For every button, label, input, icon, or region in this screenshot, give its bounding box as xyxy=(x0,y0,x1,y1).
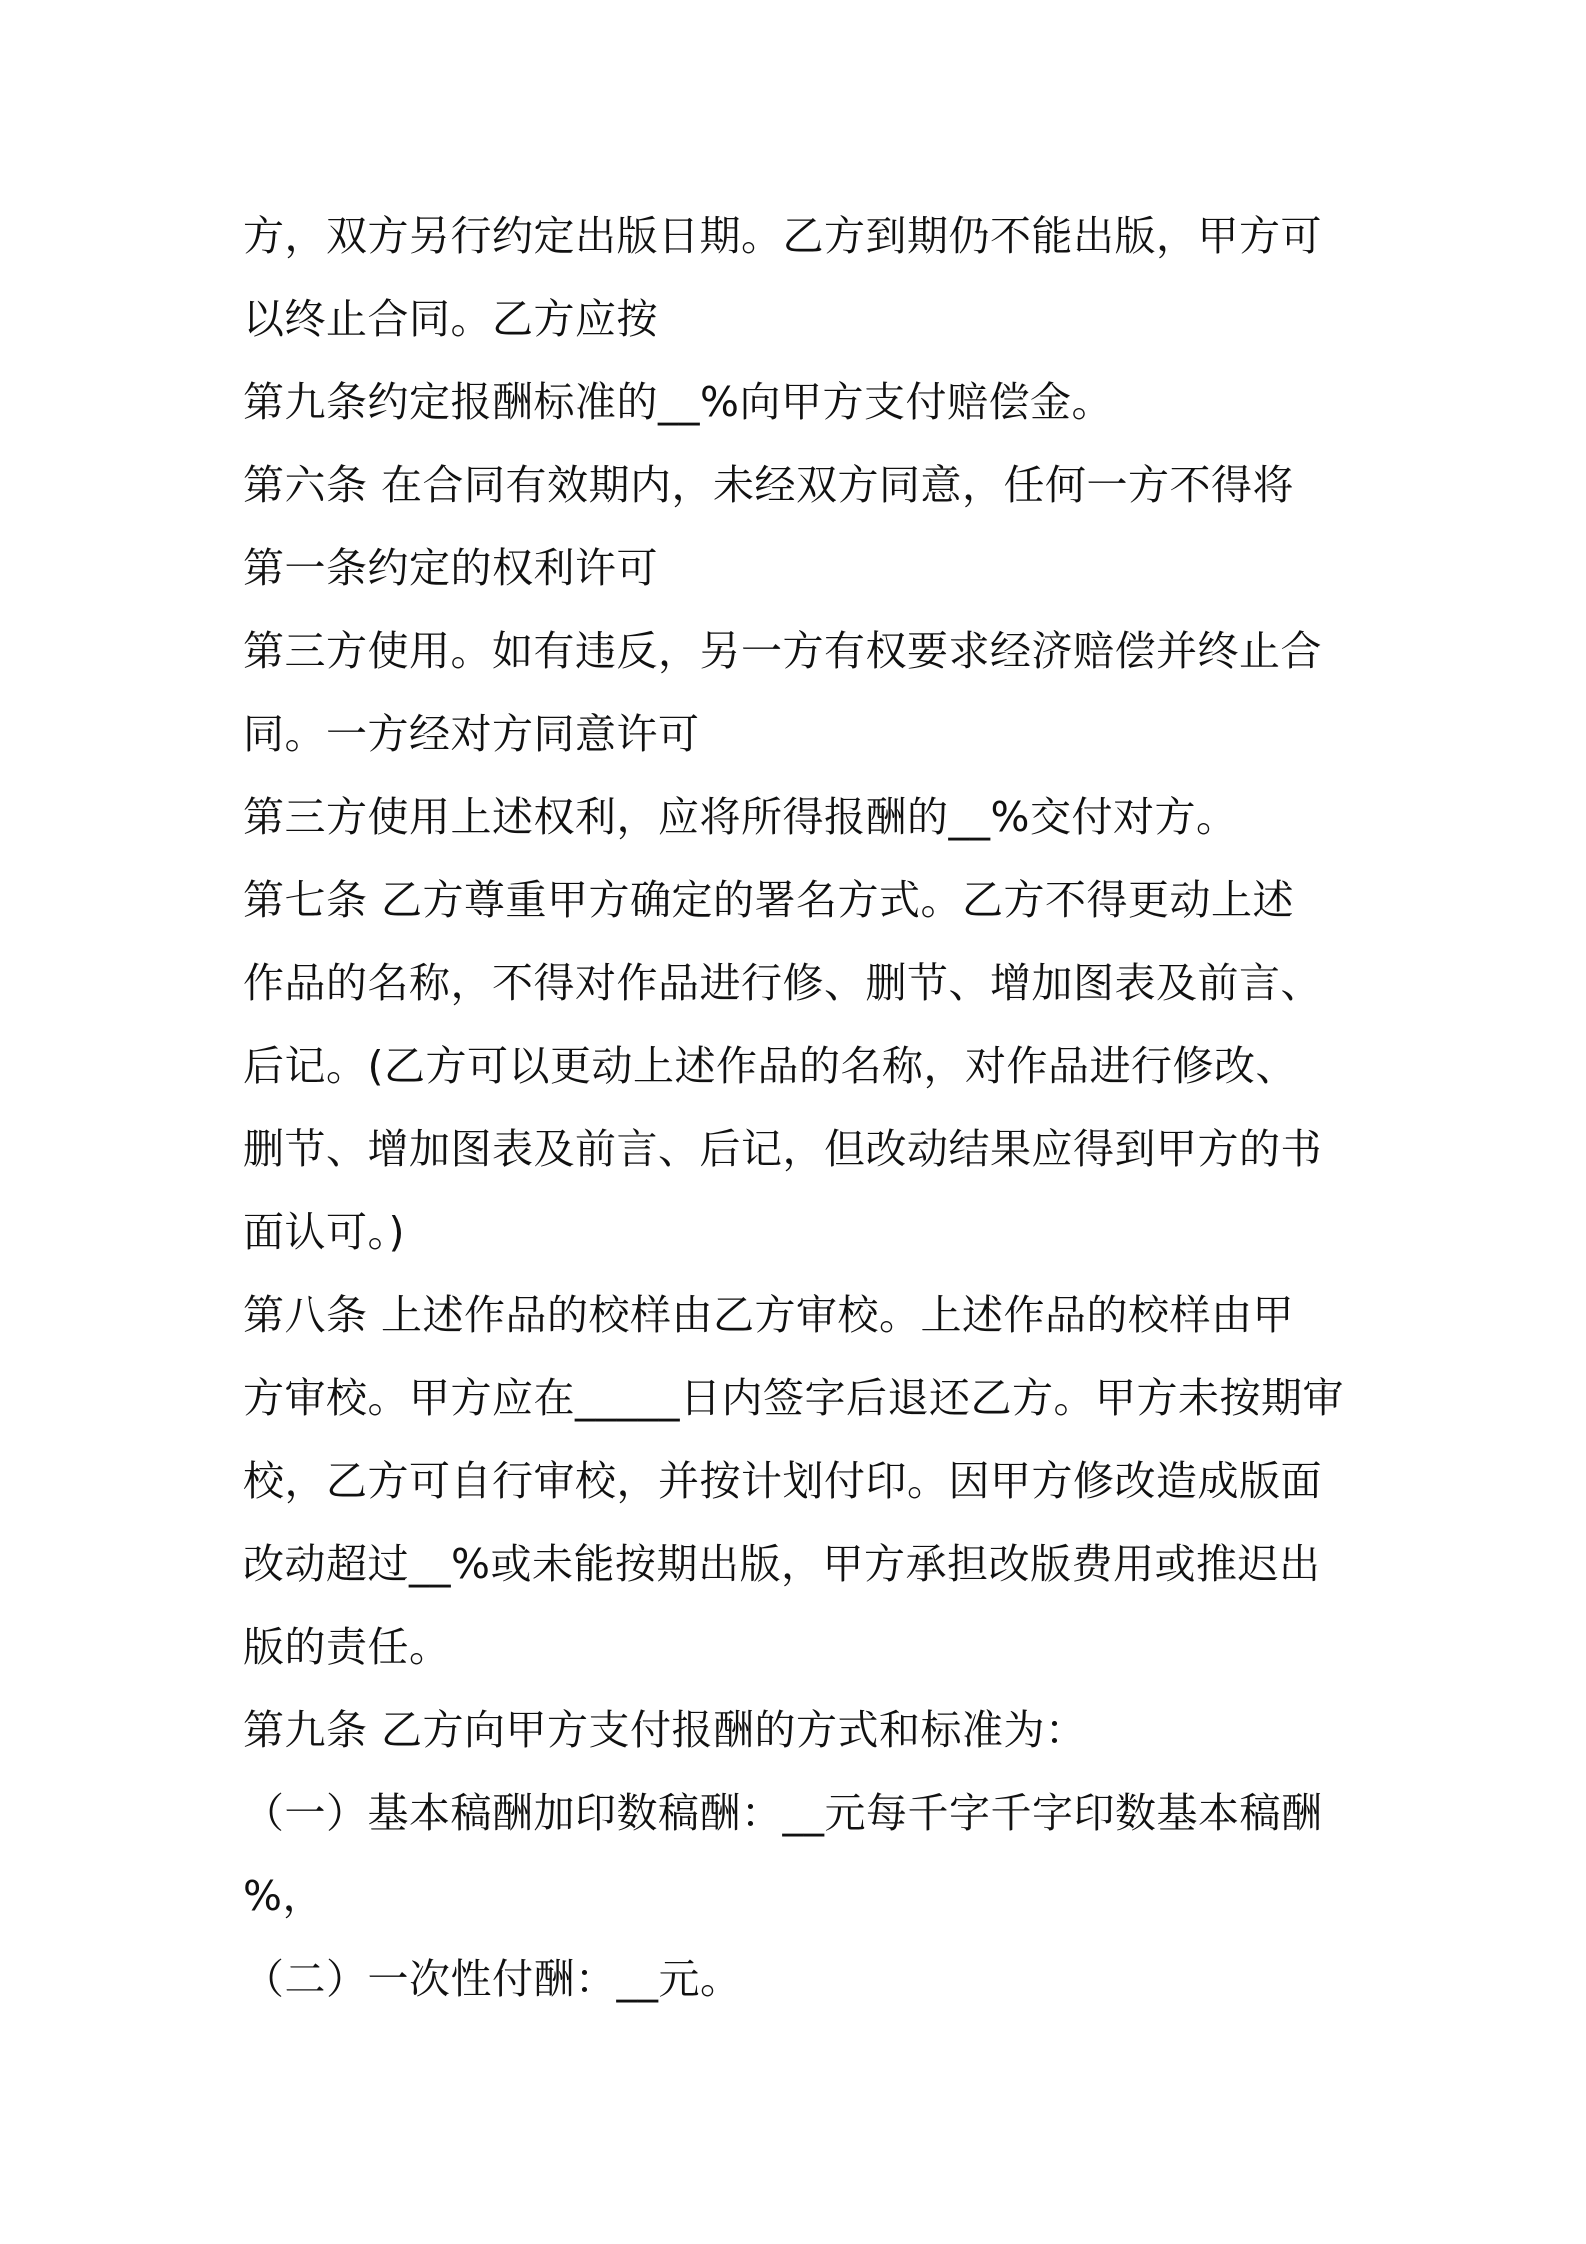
text-line: 第九条 乙方向甲方支付报酬的方式和标准为： xyxy=(243,1706,1087,1754)
text-line: 第一条约定的权利许可 xyxy=(243,544,658,592)
text-line: 面认可。) xyxy=(243,1208,405,1256)
text-line: 第八条 上述作品的校样由乙方审校。上述作品的校样由甲 xyxy=(243,1291,1295,1339)
text-line: 方，双方另行约定出版日期。乙方到期仍不能出版，甲方可 xyxy=(243,212,1322,260)
text-line: （一）基本稿酬加印数稿酬：__元每千字千字印数基本稿酬 xyxy=(243,1789,1323,1837)
text-line: （二）一次性付酬：__元。 xyxy=(243,1955,742,2003)
text-line: 改动超过__%或未能按期出版，甲方承担改版费用或推迟出 xyxy=(243,1540,1321,1588)
contract-text xyxy=(243,195,1353,2021)
text-line: 版的责任。 xyxy=(243,1623,451,1671)
text-line: 作品的名称，不得对作品进行修、删节、增加图表及前言、 xyxy=(243,959,1322,1007)
text-line: 以终止合同。乙方应按 xyxy=(243,295,658,343)
text-line: 后记。(乙方可以更动上述作品的名称，对作品进行修改、 xyxy=(243,1042,1297,1090)
text-line: 第三方使用。如有违反，另一方有权要求经济赔偿并终止合 xyxy=(243,627,1322,675)
text-line: 第九条约定报酬标准的__%向甲方支付赔偿金。 xyxy=(243,378,1113,426)
text-line: 删节、增加图表及前言、后记，但改动结果应得到甲方的书 xyxy=(243,1125,1322,1173)
text-line: 方审校。甲方应在_____日内签字后退还乙方。甲方未按期审 xyxy=(243,1374,1344,1422)
text-line: %， xyxy=(243,1872,324,1920)
text-line: 第六条 在合同有效期内，未经双方同意，任何一方不得将 xyxy=(243,461,1295,509)
text-line: 校，乙方可自行审校，并按计划付印。因甲方修改造成版面 xyxy=(243,1457,1322,1505)
text-line: 第七条 乙方尊重甲方确定的署名方式。乙方不得更动上述 xyxy=(243,876,1295,924)
text-line: 第三方使用上述权利，应将所得报酬的__%交付对方。 xyxy=(243,793,1238,841)
text-line: 同。一方经对方同意许可 xyxy=(243,710,700,758)
